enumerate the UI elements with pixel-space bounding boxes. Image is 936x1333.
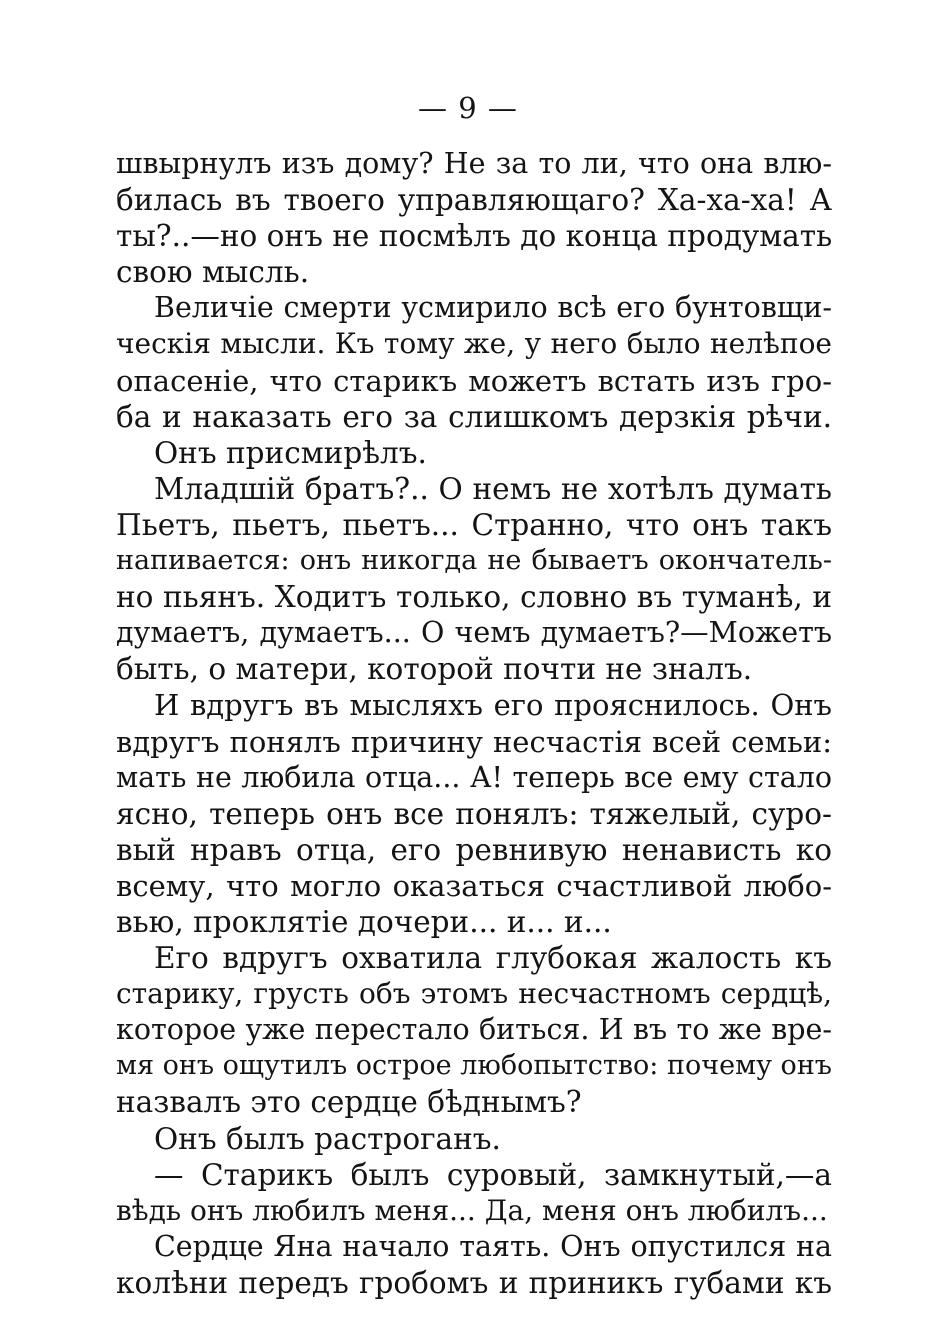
text-line: швырнулъ изъ дому? Не за то ли, что она влю- — [116, 147, 832, 180]
text-line: которое уже перестало биться. И въ то же вре- — [116, 1013, 832, 1047]
text-line: старику, грусть объ этомъ несчастномъ сердцѣ, — [116, 977, 832, 1011]
text-line: билась въ твоего управляющаго? Ха-ха-ха! А — [116, 183, 832, 218]
text-line: Сердце Яна начало таять. Онъ опустился на — [154, 1229, 832, 1263]
text-line: свою мысль. — [116, 255, 310, 290]
text-line: мать не любила отца... А! теперь все ему стало — [116, 760, 832, 794]
text-line: Онъ присмирѣлъ. — [154, 435, 427, 470]
text-line: вдругъ понялъ причину несчастія всей семьи: — [116, 724, 832, 759]
page-body-text — [116, 146, 832, 1301]
text-line: вью, проклятіе дочери... и... и... — [116, 904, 612, 939]
text-line: думаетъ, думаетъ... О чемъ думаетъ?—Можетъ — [116, 616, 832, 650]
text-line: Младшій братъ?.. О немъ не хотѣлъ думать — [154, 471, 832, 506]
text-line: ясно, теперь онъ все понялъ: тяжелый, суро- — [116, 796, 832, 831]
text-line: опасеніе, что старикъ можетъ встать изъ гро- — [116, 363, 832, 398]
text-line: всему, что могло оказаться счастливой любо- — [116, 868, 832, 903]
page-number: — 9 — — [418, 91, 518, 125]
text-line: Пьетъ, пьетъ, пьетъ... Странно, что онъ такъ — [116, 507, 832, 542]
text-line: ба и наказать его за слишкомъ дерзкія рѣчи. — [116, 399, 832, 434]
text-line: напивается: онъ никогда не бываетъ окончатель- — [116, 545, 832, 577]
text-line: вѣдь онъ любилъ меня... Да, меня онъ любилъ... — [116, 1193, 828, 1227]
text-line: колѣни передъ гробомъ и приникъ губами къ — [116, 1265, 832, 1300]
text-line: ты?..—но онъ не посмѣлъ до конца продумать — [116, 219, 833, 254]
text-line: быть, о матери, которой почти не зналъ. — [116, 652, 753, 687]
text-line: но пьянъ. Ходитъ только, словно въ туманѣ, и — [116, 580, 832, 615]
text-line: Онъ былъ растроганъ. — [154, 1121, 501, 1156]
text-line: — Старикъ былъ суровый, замкнутый,—а — [154, 1157, 832, 1192]
text-line: мя онъ ощутилъ острое любопытство: почему онъ — [116, 1050, 832, 1082]
text-line: вый нравъ отца, его ревнивую ненависть ко — [116, 832, 832, 867]
text-line: назвалъ это сердце бѣднымъ? — [116, 1085, 582, 1120]
text-line: Его вдругъ охватила глубокая жалость къ — [154, 941, 832, 976]
text-line: Величіе смерти усмирило всѣ его бунтовщи- — [154, 291, 832, 325]
text-line: И вдругъ въ мысляхъ его прояснилось. Онъ — [154, 688, 832, 723]
text-line: ческія мысли. Къ тому же, у него было нелѣпое — [116, 327, 832, 361]
